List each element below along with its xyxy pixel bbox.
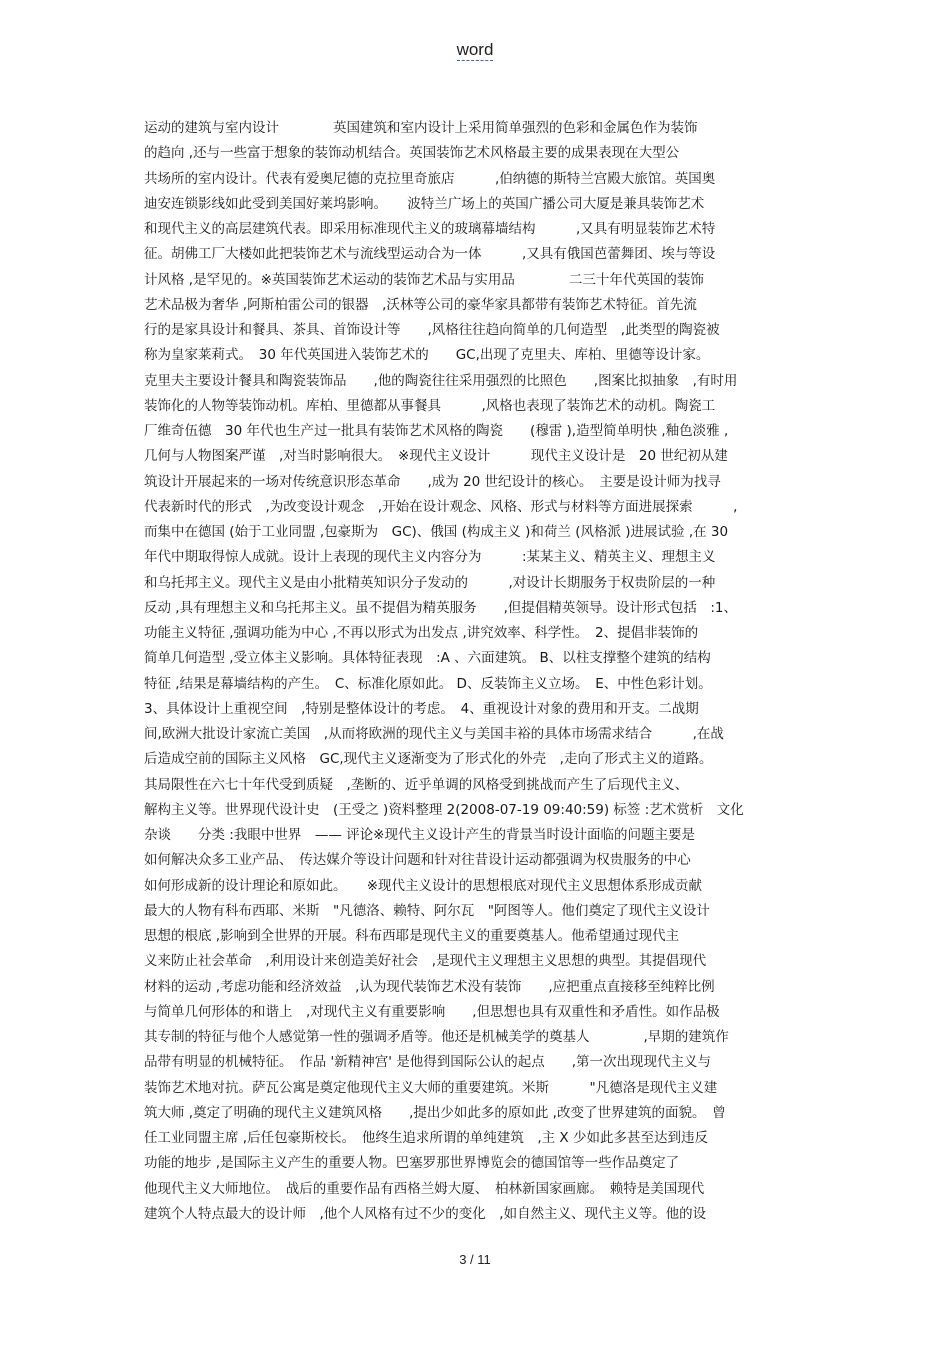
text-line: 迪安连锁影线如此受到美国好莱坞影响。 波特兰广场上的英国广播公司大厦是兼具装饰艺术: [144, 195, 705, 212]
text-line: 任工业同盟主席 ,后任包豪斯校长。 他终生追求所谓的单纯建筑 ,主 X 少如此多甚至达到违反: [144, 1130, 708, 1146]
text-line: 品带有明显的机械特征。 作品 '新精神宫' 是他得到国际公认的起点 ,第一次出现现代主义与: [144, 1054, 712, 1071]
text-line: 年代中期取得惊人成就。设计上表现的现代主义内容分为 :某某主义、精英主义、理想主义: [144, 549, 716, 566]
text-line: 筑大师 ,奠定了明确的现代主义建筑风格 ,提出少如此多的原如此 ,改变了世界建筑的面貌。 曾: [144, 1104, 726, 1121]
text-line: 和现代主义的高层建筑代表。即采用标准现代主义的玻璃幕墙结构 ,又具有明显装饰艺术特: [144, 221, 716, 237]
text-line: 思想的根底 ,影响到全世界的开展。科布西耶是现代主义的重要奠基人。他希望通过现代主: [144, 928, 680, 944]
text-line: 艺术品极为奢华 ,阿斯柏雷公司的银器 ,沃林等公司的豪华家具都带有装饰艺术特征。首先流: [144, 296, 697, 313]
text-line: 行的是家具设计和餐具、茶具、首饰设计等 ,风格往往趋向简单的几何造型 ,此类型的陶瓷被: [144, 322, 720, 338]
text-line: 征。胡佛工厂大楼如此把装饰艺术与流线型运动合为一体 ,又具有俄国芭蕾舞团、埃与等设: [144, 246, 716, 263]
text-line: 和乌托邦主义。现代主义是由小批精英知识分子发动的 ,对设计长期服务于权贵阶层的一种: [144, 574, 716, 591]
text-line: 间,欧洲大批设计家流亡美国 ,从而将欧洲的现代主义与美国丰裕的具体市场需求结合 ,在战: [144, 726, 724, 742]
text-line: 义来防止社会革命 ,利用设计来创造美好社会 ,是现代主义理想主义思想的典型。其提倡现代: [144, 953, 707, 970]
text-line: 厂维奇伍德 30 年代也生产过一批具有装饰艺术风格的陶瓷 (穆雷 ),造型简单明快 ,釉色淡雅 ,: [144, 423, 729, 439]
text-line: 最大的人物有科布西耶、米斯 "凡德洛、赖特、阿尔瓦 "阿图等人。他们奠定了现代主义设计: [144, 902, 710, 919]
text-line: 其局限性在六七十年代受到质疑 ,垄断的、近乎单调的风格受到挑战而产生了后现代主义、: [144, 776, 689, 793]
text-line: 共场所的室内设计。代表有爱奥尼德的克拉里奇旅店 ,伯纳德的斯特兰宫殿大旅馆。英国奥: [144, 170, 716, 187]
text-line: 筑设计开展起来的一场对传统意识形态革命 ,成为 20 世纪设计的核心。 主要是设计师为找寻: [144, 473, 721, 490]
text-line: 3、具体设计上重视空间 ,特别是整体设计的考虑。 4、重视设计对象的费用和开支。二战期: [144, 700, 699, 717]
text-line: 如何解决众多工业产品、 传达媒介等设计问题和针对往昔设计运动都强调为权贵服务的中心: [144, 852, 691, 869]
text-line: 功能的地步 ,是国际主义产生的重要人物。巴塞罗那世界博览会的德国馆等一些作品奠定了: [144, 1155, 680, 1172]
text-line: 后造成空前的国际主义风格 GC,现代主义逐渐变为了形式化的外壳 ,走向了形式主义的道路。: [144, 751, 713, 768]
page-number: 3 / 11: [459, 1252, 491, 1267]
text-line: 装饰艺术地对抗。萨瓦公寓是奠定他现代主义大师的重要建筑。米斯 "凡德洛是现代主义建: [144, 1079, 718, 1096]
text-line: 运动的建筑与室内设计 英国建筑和室内设计上采用简单强烈的色彩和金属色作为装饰: [144, 120, 698, 136]
text-line: 的趋向 ,还与一些富于想象的装饰动机结合。英国装饰艺术风格最主要的成果表现在大型公: [144, 145, 680, 162]
text-line: 计风格 ,是罕见的。※英国装饰艺术运动的装饰艺术品与实用品 二三十年代英国的装饰: [144, 271, 704, 288]
text-line: 克里夫主要设计餐具和陶瓷装饰品 ,他的陶瓷往往采用强烈的比照色 ,图案比拟抽象 ,有时用: [144, 372, 738, 389]
text-line: 而集中在德国 (始于工业同盟 ,包豪斯为 GC)、俄国 (构成主义 )和荷兰 (风格派 )进展试验 ,在 30: [144, 524, 729, 540]
page-header: [0, 40, 950, 60]
document-body: [144, 116, 806, 1227]
text-line: 与简单几何形体的和谐上 ,对现代主义有重要影响 ,但思想也具有双重性和矛盾性。如作品极: [144, 1003, 720, 1020]
text-line: 他现代主义大师地位。 战后的重要作品有西格兰姆大厦、 柏林新国家画廊。 赖特是美国现代: [144, 1180, 705, 1197]
text-line: 简单几何造型 ,受立体主义影响。具体特征表现 :A 、六面建筑。 B、以柱支撑整个建筑的结构: [144, 650, 711, 667]
text-line: 材料的运动 ,考虑功能和经济效益 ,认为现代装饰艺术没有装饰 ,应把重点直接移至纯粹比例: [144, 978, 715, 995]
text-line: 解构主义等。世界现代设计史 (王受之 )资料整理 2(2008-07-19 09:40:59) 标签 :艺术赏析 文化: [144, 801, 744, 818]
text-line: 功能主义特征 ,强调功能为中心 ,不再以形式为出发点 ,讲究效率、科学性。 2、提倡非装饰的: [144, 625, 699, 641]
text-line: 建筑个人特点最大的设计师 ,他个人风格有过不少的变化 ,如自然主义、现代主义等。他的设: [144, 1205, 707, 1222]
text-line: 如何形成新的设计理论和原如此。 ※现代主义设计的思想根底对现代主义思想体系形成贡献: [144, 877, 703, 894]
text-line: 称为皇家莱莉式。 30 年代英国进入装饰艺术的 GC,出现了克里夫、库柏、里德等设计家。: [144, 347, 710, 364]
text-line: 几何与人物图案严谨 ,对当时影响很大。 ※现代主义设计 现代主义设计是 20 世纪初从建: [144, 448, 728, 465]
text-line: 代表新时代的形式 ,为改变设计观念 ,开始在设计观念、风格、形式与材料等方面进展探索 ,: [144, 498, 738, 515]
header-title: word: [456, 40, 494, 59]
text-line: 特征 ,结果是幕墙结构的产生。 C、标准化原如此。 D、反装饰主义立场。 E、中性色彩计划。: [144, 675, 712, 692]
text-line: 杂谈 分类 :我眼中世界 —— 评论※现代主义设计产生的背景当时设计面临的问题主要是: [144, 827, 695, 843]
text-line: 反动 ,具有理想主义和乌托邦主义。虽不提倡为精英服务 ,但提倡精英领导。设计形式包括 :1、: [144, 599, 738, 616]
text-line: 其专制的特征与他个人感觉第一性的强调矛盾等。他还是机械美学的奠基人 ,早期的建筑作: [144, 1029, 729, 1045]
text-line: 装饰化的人物等装饰动机。库柏、里德都从事餐具 ,风格也表现了装饰艺术的动机。陶瓷工: [144, 397, 716, 414]
